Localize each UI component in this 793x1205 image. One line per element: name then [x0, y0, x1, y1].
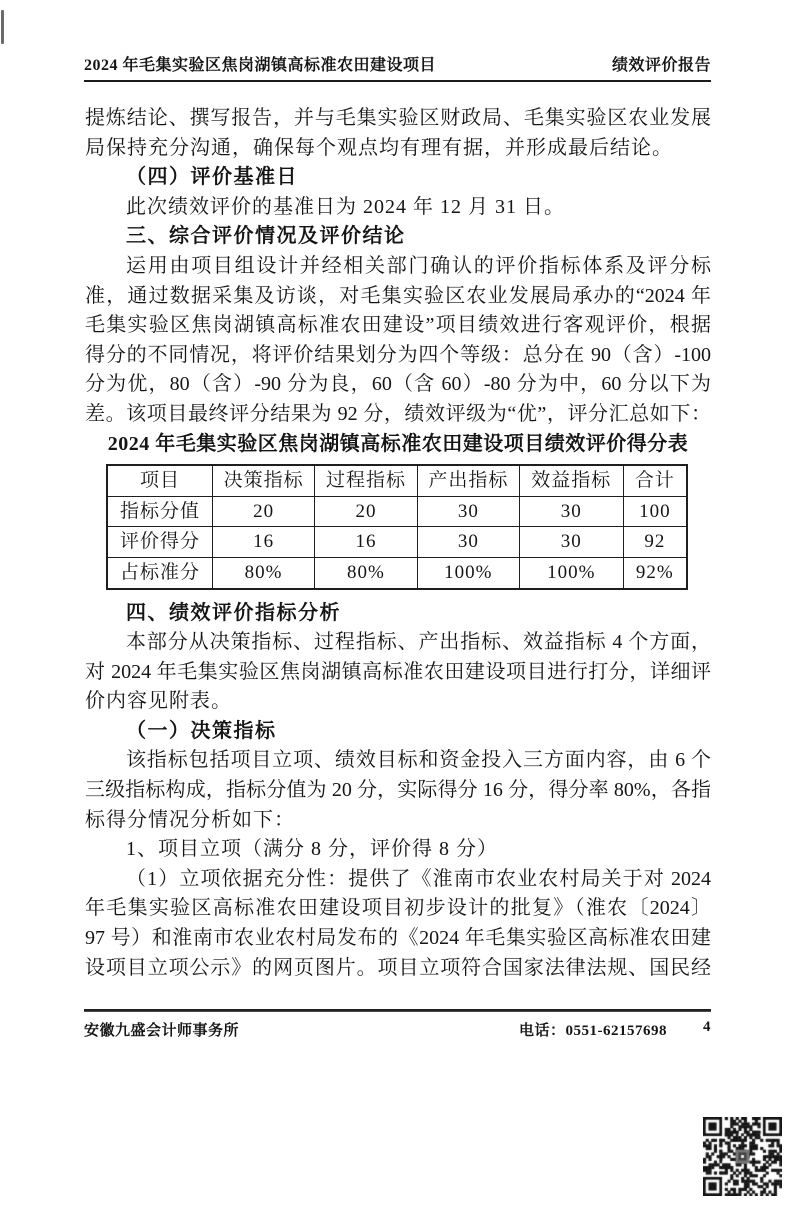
- header-doc-type: 绩效评价报告: [611, 57, 711, 74]
- paragraph-line: 毛集实验区焦岗湖镇高标准农田建设”项目绩效进行客观评价，根据: [85, 314, 711, 337]
- section-heading: 三、综合评价情况及评价结论: [126, 225, 406, 248]
- column-header: 产出指标: [417, 465, 519, 496]
- paragraph-line: 设项目立项公示》的网页图片。项目立项符合国家法律法规、国民经: [85, 956, 711, 979]
- table-header-row: [107, 465, 687, 496]
- score-cell: 16: [213, 527, 315, 558]
- column-header: 决策指标: [213, 465, 315, 496]
- paragraph-line: 差。该项目最终评分结果为 92 分，绩效评级为“优”，评分汇总如下：: [85, 402, 711, 425]
- report-header: [84, 52, 711, 82]
- column-header: 合计: [623, 465, 687, 496]
- paragraph-line: 本部分从决策指标、过程指标、产出指标、效益指标 4 个方面，: [126, 631, 711, 654]
- row-header: 指标分值: [107, 496, 213, 527]
- section-heading: （一）决策指标: [126, 719, 277, 742]
- paragraph-line: （1）立项依据充分性：提供了《淮南市农业农村局关于对 2024: [126, 867, 711, 890]
- column-header: 过程指标: [315, 465, 418, 496]
- paragraph-line: 标得分情况分析如下：: [85, 808, 295, 831]
- paragraph-line: 三级指标构成，指标分值为 20 分，实际得分 16 分，得分率 80%，各指: [85, 779, 711, 802]
- score-cell: 30: [519, 527, 623, 558]
- score-cell: 80%: [213, 557, 315, 588]
- row-header: 评价得分: [107, 527, 213, 558]
- paragraph-line: 1、项目立项（满分 8 分，评价得 8 分）: [126, 838, 498, 861]
- score-cell: 16: [315, 527, 418, 558]
- paragraph-line: 对 2024 年毛集实验区焦岗湖镇高标准农田建设项目进行打分，详细评: [85, 660, 711, 683]
- body-lines-before-table: [85, 104, 711, 430]
- score-cell: 92%: [623, 557, 687, 588]
- table-row: [107, 557, 687, 588]
- paragraph-line: 价内容见附表。: [85, 690, 232, 713]
- qr-code: [703, 1117, 782, 1196]
- section-heading: （四）评价基准日: [126, 166, 298, 189]
- score-cell: 100: [623, 496, 687, 527]
- section-heading: 四、绩效评价指标分析: [126, 601, 341, 624]
- score-cell: 20: [213, 496, 315, 527]
- score-cell: 80%: [315, 557, 418, 588]
- paragraph-line: 此次绩效评价的基准日为 2024 年 12 月 31 日。: [126, 195, 565, 218]
- score-cell: 100%: [417, 557, 519, 588]
- scan-artifact: [1, 10, 4, 44]
- score-cell: 30: [417, 527, 519, 558]
- body-content: [85, 104, 711, 983]
- header-project-title: 2024 年毛集实验区焦岗湖镇高标准农田建设项目: [84, 57, 437, 74]
- paragraph-line: 得分的不同情况，将评价结果划分为四个等级：总分在 90（含）-100: [85, 343, 711, 366]
- paragraph-line: 提炼结论、撰写报告，并与毛集实验区财政局、毛集实验区农业发展: [85, 107, 711, 129]
- body-lines-after-table: [85, 599, 711, 984]
- paragraph-line: 年毛集实验区高标准农田建设项目初步设计的批复》（淮农〔2024〕: [85, 897, 711, 920]
- footer-firm-name: 安徽九盛会计师事务所: [84, 1023, 240, 1039]
- report-footer: [84, 1019, 711, 1040]
- paragraph-line: 运用由项目组设计并经相关部门确认的评价指标体系及评分标: [126, 254, 711, 277]
- footer-rule: [84, 1009, 711, 1012]
- score-cell: 92: [623, 527, 687, 558]
- table-row: [107, 496, 687, 527]
- paragraph-line: 97 号）和淮南市农业农村局发布的《2024 年毛集实验区高标准农田建: [85, 927, 711, 950]
- score-table: [106, 464, 688, 589]
- table-row: [107, 527, 687, 558]
- column-header: 项目: [107, 465, 213, 496]
- paragraph-line: 该指标包括项目立项、绩效目标和资金投入三方面内容，由 6 个: [126, 749, 711, 772]
- footer-phone: 电话：0551-62157698: [519, 1023, 667, 1039]
- paragraph-line: 准，通过数据采集及访谈，对毛集实验区农业发展局承办的“2024 年: [85, 284, 711, 307]
- score-cell: 20: [315, 496, 418, 527]
- score-cell: 30: [519, 496, 623, 527]
- score-cell: 100%: [519, 557, 623, 588]
- column-header: 效益指标: [519, 465, 623, 496]
- paragraph-line: 局保持充分沟通，确保每个观点均有理有据，并形成最后结论。: [85, 136, 673, 159]
- score-cell: 30: [417, 496, 519, 527]
- row-header: 占标准分: [107, 557, 213, 588]
- footer-page-number: 4: [703, 1019, 711, 1035]
- paragraph-line: 分为优，80（含）-90 分为良，60（含 60）-80 分为中，60 分以下为: [85, 373, 711, 396]
- score-table-title: 2024 年毛集实验区焦岗湖镇高标准农田建设项目绩效评价得分表: [107, 432, 689, 455]
- footer-right-group: [519, 1019, 711, 1040]
